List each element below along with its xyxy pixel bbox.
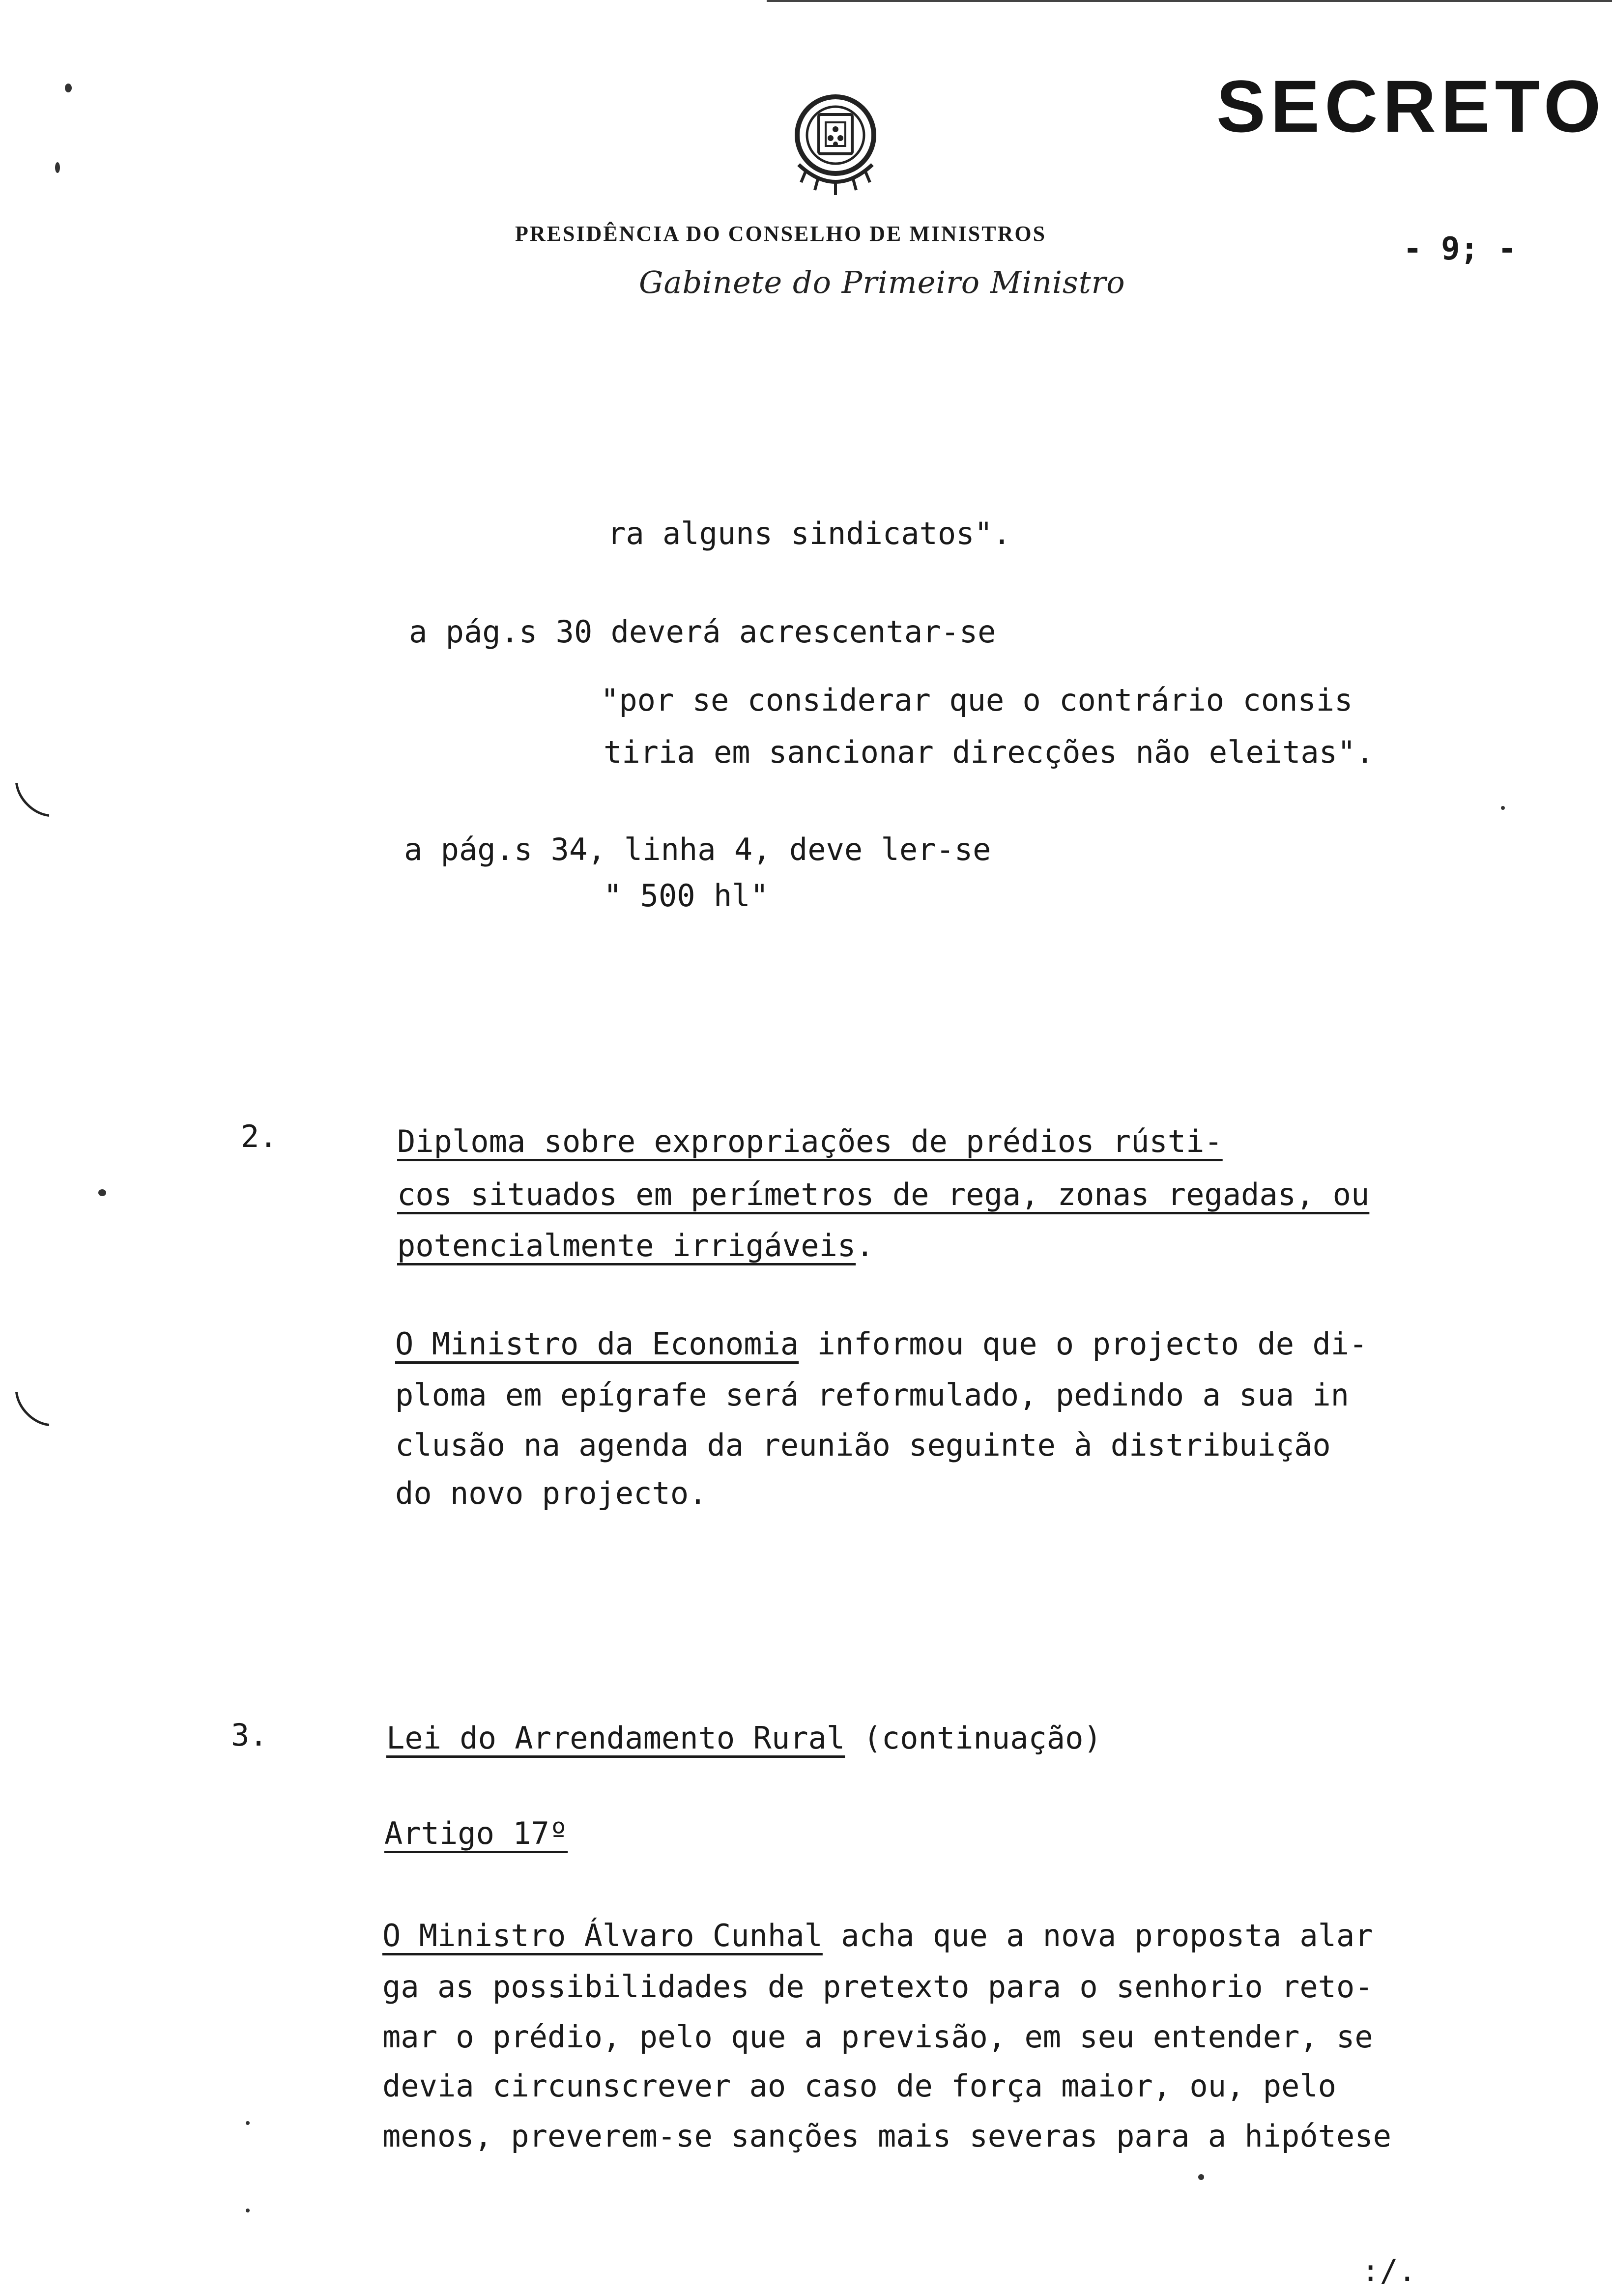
scan-speck	[1198, 2174, 1204, 2180]
item-paragraph-line	[395, 1326, 1368, 1362]
paragraph-text: informou que o projecto de di-	[799, 1326, 1368, 1362]
scan-speck	[246, 2121, 250, 2125]
scan-speck	[1501, 806, 1505, 810]
correction-line: a pág.s 34, linha 4, deve ler-se	[404, 832, 991, 867]
item-paragraph-line	[382, 1918, 1373, 1953]
item-paragraph-line: devia circunscrever ao caso de força maior, ou, pelo	[382, 2068, 1337, 2104]
item-paragraph-line: ploma em epígrafe será reformulado, pedindo a sua in	[395, 1377, 1350, 1413]
secret-stamp: SECRETO	[1216, 65, 1606, 147]
scan-speck	[55, 162, 60, 173]
top-edge-rule	[767, 0, 1612, 2]
item-paragraph-line: mar o prédio, pelo que a previsão, em seu entender, se	[382, 2019, 1373, 2055]
coat-of-arms-icon	[772, 86, 899, 204]
continuation-mark: :/.	[1361, 2253, 1416, 2289]
item-paragraph-line: do novo projecto.	[395, 1475, 707, 1511]
item-number: 2.	[241, 1119, 278, 1154]
speaker-name: O Ministro da Economia	[395, 1326, 799, 1362]
item-title-period: .	[856, 1228, 874, 1263]
punch-hole-mark	[4, 1359, 83, 1437]
institution-header: PRESIDÊNCIA DO CONSELHO DE MINISTROS	[515, 222, 1047, 246]
correction-line: ra alguns sindicatos".	[607, 516, 1011, 551]
paragraph-text: acha que a nova proposta alar	[822, 1918, 1373, 1953]
item-title	[386, 1720, 1102, 1756]
scan-speck	[246, 2209, 250, 2212]
item-title-text: potencialmente irrigáveis	[397, 1228, 856, 1263]
item-paragraph-line: ga as possibilidades de pretexto para o senhorio reto-	[382, 1969, 1373, 2005]
page-number: - 9; -	[1403, 231, 1517, 267]
office-signature-line: Gabinete do Primeiro Ministro	[639, 264, 1125, 300]
punch-hole-mark	[4, 749, 83, 828]
scan-speck	[98, 1189, 106, 1196]
speaker-name: O Ministro Álvaro Cunhal	[382, 1918, 823, 1953]
correction-quote: " 500 hl"	[604, 878, 769, 914]
item-paragraph-line: clusão na agenda da reunião seguinte à distribuição	[395, 1427, 1331, 1463]
item-number: 3.	[231, 1717, 268, 1753]
scan-speck	[65, 84, 72, 92]
item-title: Diploma sobre expropriações de prédios rústi-	[397, 1123, 1223, 1159]
item-title-suffix: (continuação)	[845, 1720, 1102, 1756]
correction-quote: tiria em sancionar direcções não eleitas".	[604, 734, 1374, 770]
item-title-text: Lei do Arrendamento Rural	[386, 1720, 845, 1756]
correction-line: a pág.s 30 deverá acrescentar-se	[409, 614, 996, 650]
item-title: cos situados em perímetros de rega, zonas regadas, ou	[397, 1177, 1370, 1212]
article-heading: Artigo 17º	[384, 1815, 568, 1851]
item-paragraph-line: menos, preverem-se sanções mais severas para a hipótese	[382, 2118, 1391, 2154]
item-title	[397, 1228, 874, 1263]
correction-quote: "por se considerar que o contrário consis	[601, 682, 1353, 718]
